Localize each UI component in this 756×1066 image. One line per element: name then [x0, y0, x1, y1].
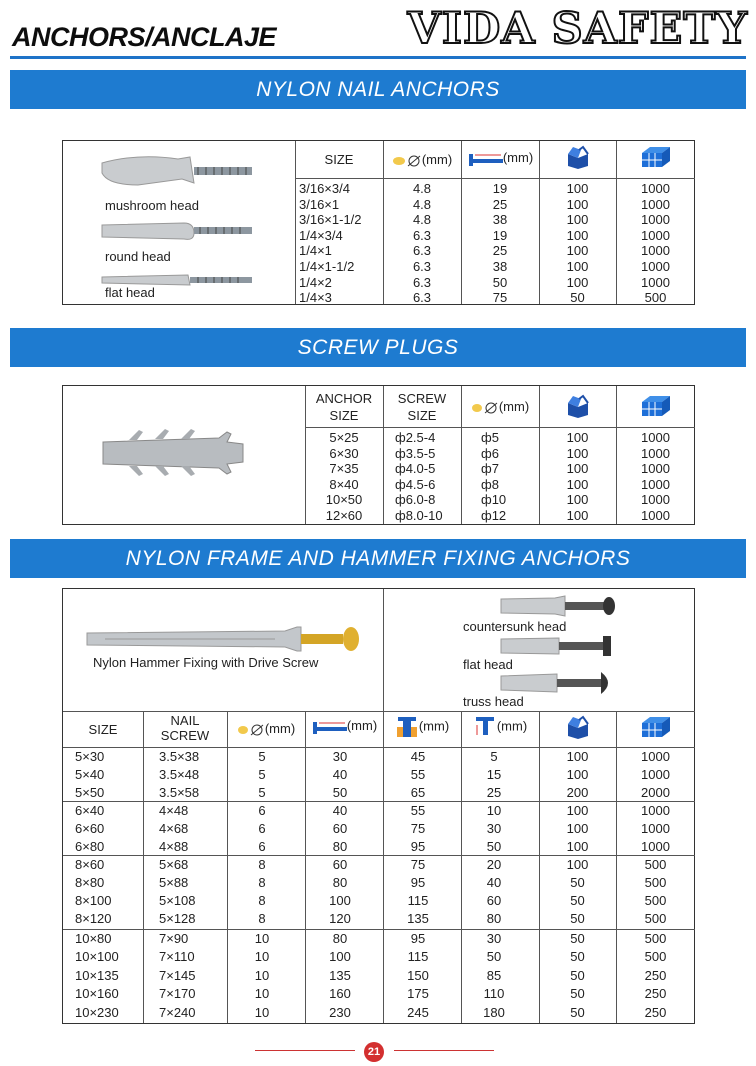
frame-length-cell: 60 80 100 120 [329, 857, 351, 926]
screw-plugs-table [62, 385, 695, 525]
frame-carton-cell: 1000 1000 2000 [641, 749, 670, 800]
screw-plug-illustration [99, 428, 247, 478]
frame-length-cell: 80 100 135 160 230 [329, 931, 351, 1020]
header-drill-depth [461, 715, 539, 739]
carton-icon [640, 394, 672, 418]
frame-size-cell: 10×80 10×100 10×135 10×160 10×230 [75, 931, 119, 1020]
nail-diameter-column: 4.8 4.8 4.8 6.3 6.3 6.3 6.3 6.3 [412, 181, 432, 306]
frame-fixture-cell: 45 55 65 [410, 749, 426, 800]
frame-size-cell: 6×40 6×60 6×80 [75, 803, 105, 854]
header-frame-diameter [227, 720, 305, 737]
frame-screw-cell: 3.5×38 3.5×48 3.5×58 [159, 749, 200, 800]
plug-carton-column: 1000 1000 1000 1000 1000 1000 [641, 430, 670, 523]
header-diameter [383, 151, 461, 168]
frame-diameter-cell: 8 8 8 8 [258, 857, 266, 926]
frame-drill-cell: 20 40 60 80 [486, 857, 502, 926]
frame-fixture-cell: 95 115 150 175 245 [407, 931, 429, 1020]
truss-head-illustration [499, 671, 617, 695]
caption-flat-head: flat head [105, 285, 155, 300]
frame-diameter-cell: 6 6 6 [258, 803, 266, 854]
nail-size-column: 3/16×3/4 3/16×1 3/16×1-1/2 1/4×3/4 1/4×1 1/4×1-1/2 1/4×2 1/4×3 [299, 181, 362, 306]
frame-box-cell: 100 100 200 [566, 749, 589, 800]
diameter-icon [237, 724, 265, 736]
plug-anchor-size-column: 5×25 6×30 7×35 8×40 10×50 12×60 [325, 430, 363, 523]
caption-round-head: round head [105, 249, 171, 264]
header-nail-screw: NAIL SCREW [160, 713, 210, 743]
caption-mushroom-head: mushroom head [105, 198, 199, 213]
hammer-fixing-illustration [85, 625, 365, 653]
frame-anchors-table [62, 588, 695, 1024]
carton-icon [640, 715, 672, 739]
frame-diameter-cell: 10 10 10 10 10 [254, 931, 270, 1020]
frame-length-cell: 30 40 50 [332, 749, 348, 800]
header-fixture-thickness [383, 715, 461, 739]
frame-length-cell: 40 60 80 [332, 803, 348, 854]
frame-fixture-cell: 75 95 115 135 [407, 857, 429, 926]
plug-diameter-column: ф5 ф6 ф7 ф8 ф10 ф12 [481, 430, 507, 523]
caption-countersunk-head: countersunk head [463, 619, 567, 634]
frame-carton-cell: 1000 1000 1000 [641, 803, 670, 854]
box-icon [565, 145, 591, 169]
header-frame-size: SIZE [88, 722, 118, 737]
brand-logo: VIDA SAFETY [407, 4, 748, 54]
nail-carton-column: 1000 1000 1000 1000 1000 1000 1000 500 [641, 181, 670, 306]
caption-hammer-fixing: Nylon Hammer Fixing with Drive Screw [93, 655, 319, 670]
header-frame-length [305, 717, 383, 735]
page-title: ANCHORS/ANCLAJE [12, 22, 277, 52]
nail-anchors-banner: NYLON NAIL ANCHORS [10, 70, 746, 109]
header-frame-length-unit: (mm) [346, 718, 378, 733]
header-length [461, 149, 539, 167]
header-length-unit: (mm) [502, 150, 534, 165]
frame-screw-cell: 7×90 7×110 7×145 7×170 7×240 [159, 931, 196, 1020]
frame-size-cell: 5×30 5×40 5×50 [75, 749, 105, 800]
length-icon [311, 719, 347, 735]
header-plug-diameter [461, 398, 539, 415]
header-size: SIZE [324, 152, 354, 167]
header-frame-diameter-unit: (mm) [264, 721, 296, 736]
frame-diameter-cell: 5 5 5 [258, 749, 266, 800]
diameter-icon [392, 155, 422, 167]
frame-anchors-banner: NYLON FRAME AND HAMMER FIXING ANCHORS [10, 539, 746, 578]
fixture-thickness-icon [395, 715, 419, 739]
header-fixture-thickness-unit: (mm) [418, 718, 450, 734]
header-box [539, 145, 616, 173]
diameter-icon [471, 402, 499, 414]
page-header [0, 0, 756, 60]
frame-box-cell: 100 100 100 [566, 803, 589, 854]
frame-box-cell: 50 50 50 50 50 [570, 931, 585, 1020]
frame-drill-cell: 30 50 85 110 180 [483, 931, 505, 1020]
header-drill-depth-unit: (mm) [496, 718, 528, 734]
footer-rule-right [394, 1050, 494, 1051]
frame-carton-cell: 500 500 500 500 [644, 857, 667, 926]
frame-screw-cell: 4×48 4×68 4×88 [159, 803, 189, 854]
header-plug-box [539, 394, 616, 422]
nail-anchors-table [62, 140, 695, 305]
plug-screw-size-column: ф2.5-4 ф3.5-5 ф4.0-5 ф4.5-6 ф6.0-8 ф8.0-10 [395, 430, 443, 523]
nail-box-column: 100 100 100 100 100 100 100 50 [566, 181, 589, 306]
frame-fixture-cell: 55 75 95 [410, 803, 426, 854]
length-icon [467, 151, 503, 167]
plug-box-column: 100 100 100 100 100 100 [566, 430, 589, 523]
header-frame-box [539, 715, 616, 743]
header-screw-size: SCREW SIZE [397, 391, 447, 423]
header-anchor-size: ANCHOR SIZE [315, 391, 373, 423]
drill-depth-icon [473, 715, 497, 739]
footer-rule-left [255, 1050, 355, 1051]
header-plug-diameter-unit: (mm) [498, 399, 530, 414]
nail-anchor-illustration [98, 153, 258, 293]
box-icon [565, 715, 591, 739]
frame-screw-cell: 5×68 5×88 5×108 5×128 [159, 857, 196, 926]
carton-icon [640, 145, 672, 169]
caption-truss-head: truss head [463, 694, 524, 709]
frame-drill-cell: 5 15 25 [486, 749, 502, 800]
flat-head-illustration [499, 635, 617, 657]
screw-plugs-banner: SCREW PLUGS [10, 328, 746, 367]
header-frame-carton [616, 715, 695, 743]
box-icon [565, 394, 591, 418]
frame-drill-cell: 10 30 50 [486, 803, 502, 854]
page-number: 21 [364, 1042, 384, 1062]
nail-length-column: 19 25 38 19 25 38 50 75 [492, 181, 508, 306]
header-plug-carton [616, 394, 695, 422]
header-carton [616, 145, 695, 173]
caption-flat-head: flat head [463, 657, 513, 672]
countersunk-head-illustration [499, 595, 617, 617]
frame-carton-cell: 500 500 250 250 250 [644, 931, 667, 1020]
frame-size-cell: 8×60 8×80 8×100 8×120 [75, 857, 112, 926]
header-rule [10, 56, 746, 59]
header-diameter-unit: (mm) [421, 152, 453, 167]
frame-box-cell: 100 50 50 50 [566, 857, 589, 926]
